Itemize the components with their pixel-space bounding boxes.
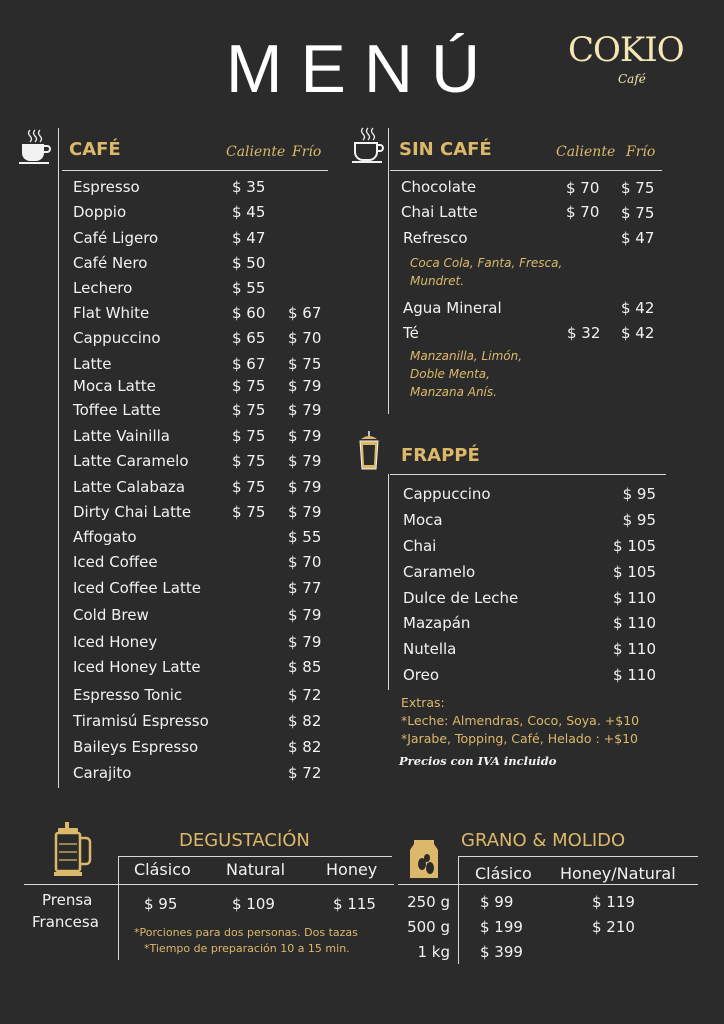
frappe-price: $ 110: [613, 614, 656, 632]
degustacion-col-clasico: Clásico: [134, 860, 191, 879]
cafe-item: Iced Honey Latte: [73, 658, 201, 676]
grano-price-clasico: $ 399: [480, 943, 523, 961]
sin-cafe-price-hot: $ 70: [566, 179, 600, 197]
coffee-cup-icon: [350, 126, 386, 164]
frappe-item: Dulce de Leche: [403, 589, 519, 607]
extras-line: *Jarabe, Topping, Café, Helado : +$10: [401, 731, 638, 746]
degustacion-note: *Tiempo de preparación 10 a 15 min.: [144, 942, 350, 955]
frappe-price: $ 105: [613, 537, 656, 555]
cafe-price-cold: $ 85: [288, 658, 322, 676]
sin-cafe-price-hot: $ 32: [567, 324, 601, 342]
frappe-item: Mazapán: [403, 614, 471, 632]
frappe-item: Moca: [403, 511, 443, 529]
sin-cafe-item: Chai Latte: [401, 203, 478, 221]
cafe-price-hot: $ 75: [232, 478, 266, 496]
frappe-glass-icon: [356, 431, 382, 471]
cafe-item: Dirty Chai Latte: [73, 503, 192, 521]
cafe-vertical-line: [58, 128, 59, 788]
degustacion-header-line: [24, 884, 394, 885]
cafe-price-hot: $ 75: [232, 452, 266, 470]
cafe-price-cold: $ 70: [288, 553, 322, 571]
degustacion-price-honey: $ 115: [333, 895, 376, 913]
frappe-price: $ 95: [622, 485, 656, 503]
cafe-price-cold: $ 79: [288, 478, 322, 496]
cafe-price-cold: $ 75: [288, 355, 322, 373]
cafe-col-hot: Caliente: [226, 144, 286, 160]
te-note: Manzana Anís.: [410, 385, 497, 399]
cafe-item: Café Nero: [73, 254, 148, 272]
cafe-item: Latte: [73, 355, 112, 373]
sin-cafe-price-cold: $ 75: [621, 179, 655, 197]
cafe-item: Iced Coffee: [73, 553, 158, 571]
degustacion-col-honey: Honey: [326, 860, 378, 879]
coffee-bag-icon: [408, 840, 444, 880]
sin-cafe-price-cold: $ 42: [621, 324, 655, 342]
frappe-divider: [390, 474, 666, 475]
cafe-item: Carajito: [73, 764, 132, 782]
frappe-vertical-line: [388, 474, 389, 690]
grano-price-honey: $ 210: [592, 918, 635, 936]
grano-weight: 500 g: [407, 918, 450, 936]
sin-cafe-price-cold: $ 47: [621, 229, 655, 247]
cafe-item: Cold Brew: [73, 606, 149, 624]
cafe-price-cold: $ 79: [288, 606, 322, 624]
frappe-item: Oreo: [403, 666, 440, 684]
cafe-item: Affogato: [73, 528, 137, 546]
grano-title: GRANO & MOLIDO: [461, 830, 626, 851]
sin-cafe-price-cold: $ 75: [621, 204, 655, 222]
te-note: Doble Menta,: [410, 367, 490, 381]
degustacion-title: DEGUSTACIÓN: [179, 830, 310, 851]
cafe-col-cold: Frío: [292, 144, 322, 160]
frappe-price: $ 95: [622, 511, 656, 529]
cafe-price-cold: $ 79: [288, 401, 322, 419]
grano-col-honey: Honey/Natural: [560, 864, 676, 883]
grano-top-line: [458, 856, 698, 857]
cafe-item: Latte Calabaza: [73, 478, 186, 496]
cafe-item: Espresso Tonic: [73, 686, 183, 704]
coffee-cup-icon: [18, 128, 52, 164]
cafe-item: Toffee Latte: [73, 401, 161, 419]
frappe-item: Cappuccino: [403, 485, 491, 503]
degustacion-row-label: Francesa: [32, 913, 99, 931]
cafe-price-hot: $ 75: [232, 401, 266, 419]
cafe-price-hot: $ 75: [232, 427, 266, 445]
cafe-item: Moca Latte: [73, 377, 156, 395]
cafe-price-cold: $ 70: [288, 329, 322, 347]
frappe-item: Nutella: [403, 640, 457, 658]
te-note: Manzanilla, Limón,: [410, 349, 523, 363]
sin-cafe-item: Refresco: [403, 229, 468, 247]
frappe-price: $ 110: [613, 666, 656, 684]
cafe-item: Lechero: [73, 279, 133, 297]
sin-cafe-vertical-line: [388, 128, 389, 414]
grano-price-honey: $ 119: [592, 893, 635, 911]
logo-brand: COKIO: [568, 30, 684, 70]
cafe-item: Latte Caramelo: [73, 452, 189, 470]
cafe-price-cold: $ 79: [288, 503, 322, 521]
degustacion-row-label: Prensa: [42, 891, 93, 909]
cafe-price-hot: $ 67: [232, 355, 266, 373]
cafe-price-cold: $ 79: [288, 377, 322, 395]
cafe-price-hot: $ 65: [232, 329, 266, 347]
sin-cafe-item: Té: [403, 324, 419, 342]
cafe-price-hot: $ 45: [232, 203, 266, 221]
degustacion-note: *Porciones para dos personas. Dos tazas: [134, 926, 358, 939]
degustacion-vertical-line: [118, 856, 119, 960]
grano-weight: 250 g: [407, 893, 450, 911]
sin-cafe-title: SIN CAFÉ: [399, 139, 492, 160]
cafe-price-hot: $ 60: [232, 304, 266, 322]
french-press-icon: [50, 822, 94, 880]
degustacion-price-natural: $ 109: [232, 895, 275, 913]
cafe-price-hot: $ 50: [232, 254, 266, 272]
cafe-price-cold: $ 72: [288, 764, 322, 782]
cafe-item: Tiramisú Espresso: [73, 712, 209, 730]
cafe-item: Café Ligero: [73, 229, 159, 247]
cafe-item: Latte Vainilla: [73, 427, 170, 445]
refresco-note: Mundret.: [410, 274, 465, 288]
sin-cafe-divider: [390, 170, 662, 171]
cafe-item: Baileys Espresso: [73, 738, 199, 756]
page-title: MENÚ: [225, 31, 499, 107]
cafe-title: CAFÉ: [69, 139, 121, 160]
cafe-price-hot: $ 35: [232, 178, 266, 196]
degustacion-col-natural: Natural: [226, 860, 286, 879]
cafe-price-hot: $ 75: [232, 377, 266, 395]
frappe-item: Caramelo: [403, 563, 476, 581]
cafe-price-cold: $ 55: [288, 528, 322, 546]
cafe-price-cold: $ 82: [288, 738, 322, 756]
sin-cafe-price-cold: $ 42: [621, 299, 655, 317]
cafe-price-hot: $ 75: [232, 503, 266, 521]
grano-col-clasico: Clásico: [475, 864, 532, 883]
grano-weight: 1 kg: [417, 943, 450, 961]
refresco-note: Coca Cola, Fanta, Fresca,: [410, 256, 563, 270]
cafe-price-hot: $ 55: [232, 279, 266, 297]
cafe-item: Espresso: [73, 178, 140, 196]
cokio-logo: [568, 30, 698, 100]
cafe-item: Cappuccino: [73, 329, 161, 347]
cafe-price-cold: $ 79: [288, 633, 322, 651]
sin-cafe-item: Chocolate: [401, 178, 477, 196]
frappe-item: Chai: [403, 537, 437, 555]
cafe-price-cold: $ 79: [288, 452, 322, 470]
sin-cafe-price-hot: $ 70: [566, 203, 600, 221]
frappe-price: $ 110: [613, 640, 656, 658]
cafe-price-hot: $ 47: [232, 229, 266, 247]
extras-line: *Leche: Almendras, Coco, Soya. +$10: [401, 713, 640, 728]
sin-cafe-item: Agua Mineral: [403, 299, 502, 317]
cafe-price-cold: $ 67: [288, 304, 322, 322]
sin-cafe-col-hot: Caliente: [556, 144, 616, 160]
cafe-divider: [62, 170, 328, 171]
sin-cafe-col-cold: Frío: [626, 144, 656, 160]
extras-title: Extras:: [401, 695, 445, 710]
iva-note: Precios con IVA incluido: [399, 754, 557, 768]
frappe-price: $ 110: [613, 589, 656, 607]
degustacion-price-clasico: $ 95: [144, 895, 178, 913]
cafe-item: Iced Honey: [73, 633, 158, 651]
cafe-price-cold: $ 79: [288, 427, 322, 445]
cafe-price-cold: $ 72: [288, 686, 322, 704]
cafe-price-cold: $ 82: [288, 712, 322, 730]
grano-price-clasico: $ 99: [480, 893, 514, 911]
cafe-item: Doppio: [73, 203, 127, 221]
logo-sub: Café: [618, 72, 646, 86]
cafe-item: Iced Coffee Latte: [73, 579, 201, 597]
grano-vertical-line: [458, 856, 459, 964]
frappe-price: $ 105: [613, 563, 656, 581]
frappe-title: FRAPPÉ: [401, 445, 480, 466]
degustacion-top-line: [118, 856, 392, 857]
grano-price-clasico: $ 199: [480, 918, 523, 936]
grano-header-line: [398, 884, 698, 885]
cafe-price-cold: $ 77: [288, 579, 322, 597]
cafe-item: Flat White: [73, 304, 150, 322]
